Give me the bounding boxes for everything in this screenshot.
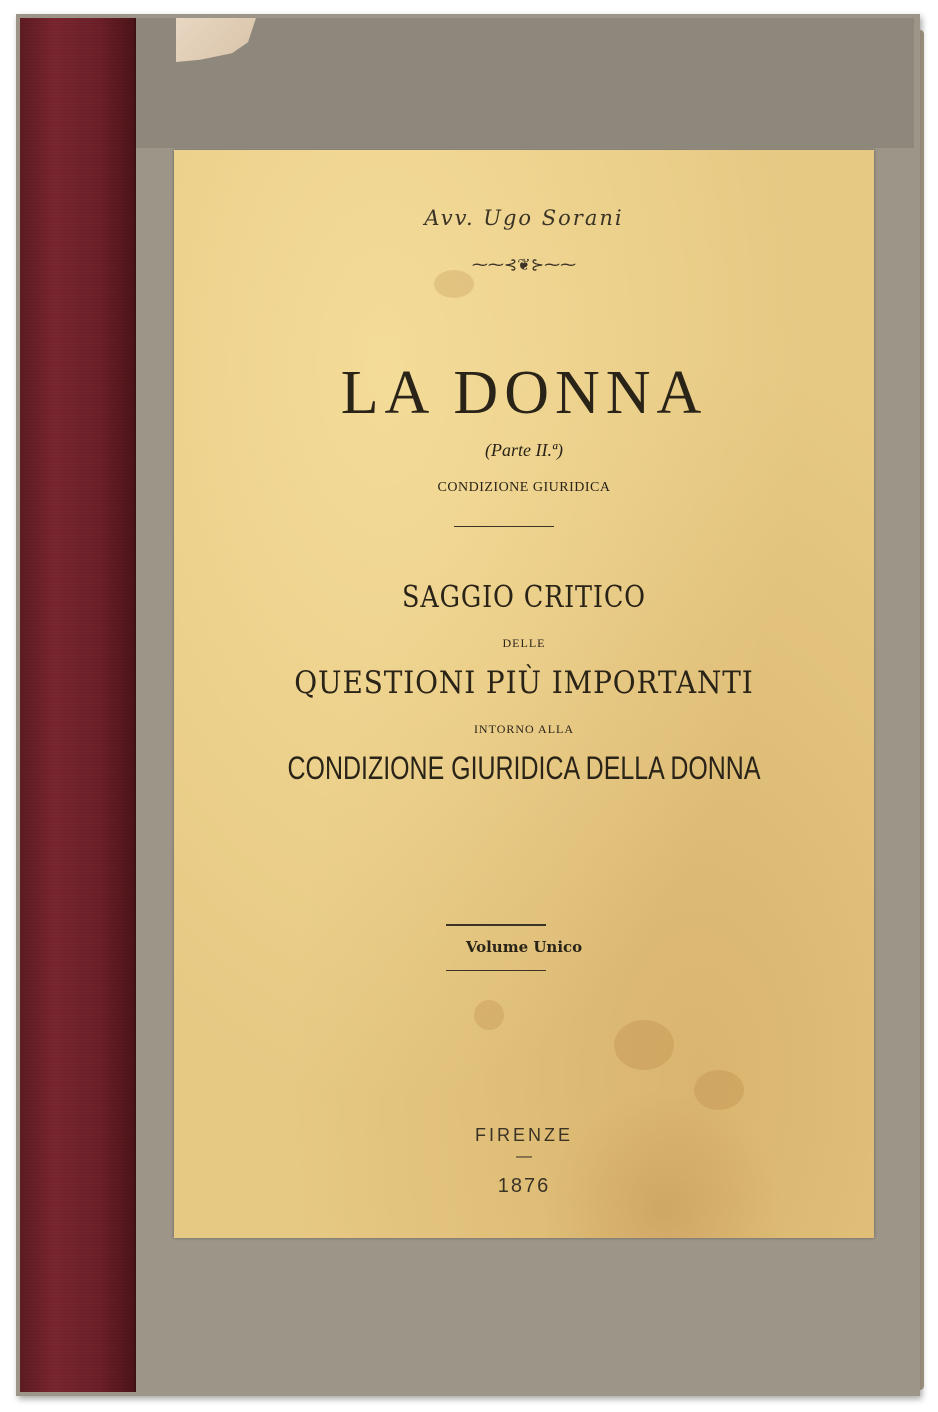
author-line: Avv. Ugo Sorani bbox=[424, 206, 624, 230]
city-year-dash: — bbox=[516, 1148, 532, 1165]
cover-paper-label bbox=[174, 150, 874, 1238]
heading-saggio: SAGGIO CRITICO bbox=[402, 580, 646, 615]
cloth-spine bbox=[20, 18, 136, 1392]
part-label: (Parte II.ª) bbox=[485, 440, 563, 460]
book-title: LA DONNA bbox=[340, 359, 708, 427]
subtitle: CONDIZIONE GIURIDICA bbox=[437, 480, 611, 495]
connector-delle: DELLE bbox=[502, 636, 546, 650]
volume-rule-top bbox=[446, 924, 546, 926]
connector-intorno: INTORNO ALLA bbox=[473, 722, 575, 736]
cover-board-top bbox=[134, 18, 914, 148]
paper-stain bbox=[474, 1000, 504, 1030]
ornament-divider: ⁓⁓⊰❦⊱⁓⁓ bbox=[471, 255, 577, 274]
paper-stain bbox=[434, 270, 474, 298]
heading-condizione: CONDIZIONE GIURIDICA DELLA DONNA bbox=[287, 750, 761, 786]
paper-stain bbox=[614, 1020, 674, 1070]
publication-city: FIRENZE bbox=[474, 1125, 573, 1145]
paper-stain bbox=[694, 1070, 744, 1110]
volume-label: Volume Unico bbox=[465, 938, 583, 956]
publication-year: 1876 bbox=[497, 1175, 551, 1197]
heading-questioni: QUESTIONI PIÙ IMPORTANTI bbox=[294, 665, 754, 701]
divider-rule bbox=[454, 526, 554, 527]
volume-rule-bottom bbox=[446, 970, 546, 971]
